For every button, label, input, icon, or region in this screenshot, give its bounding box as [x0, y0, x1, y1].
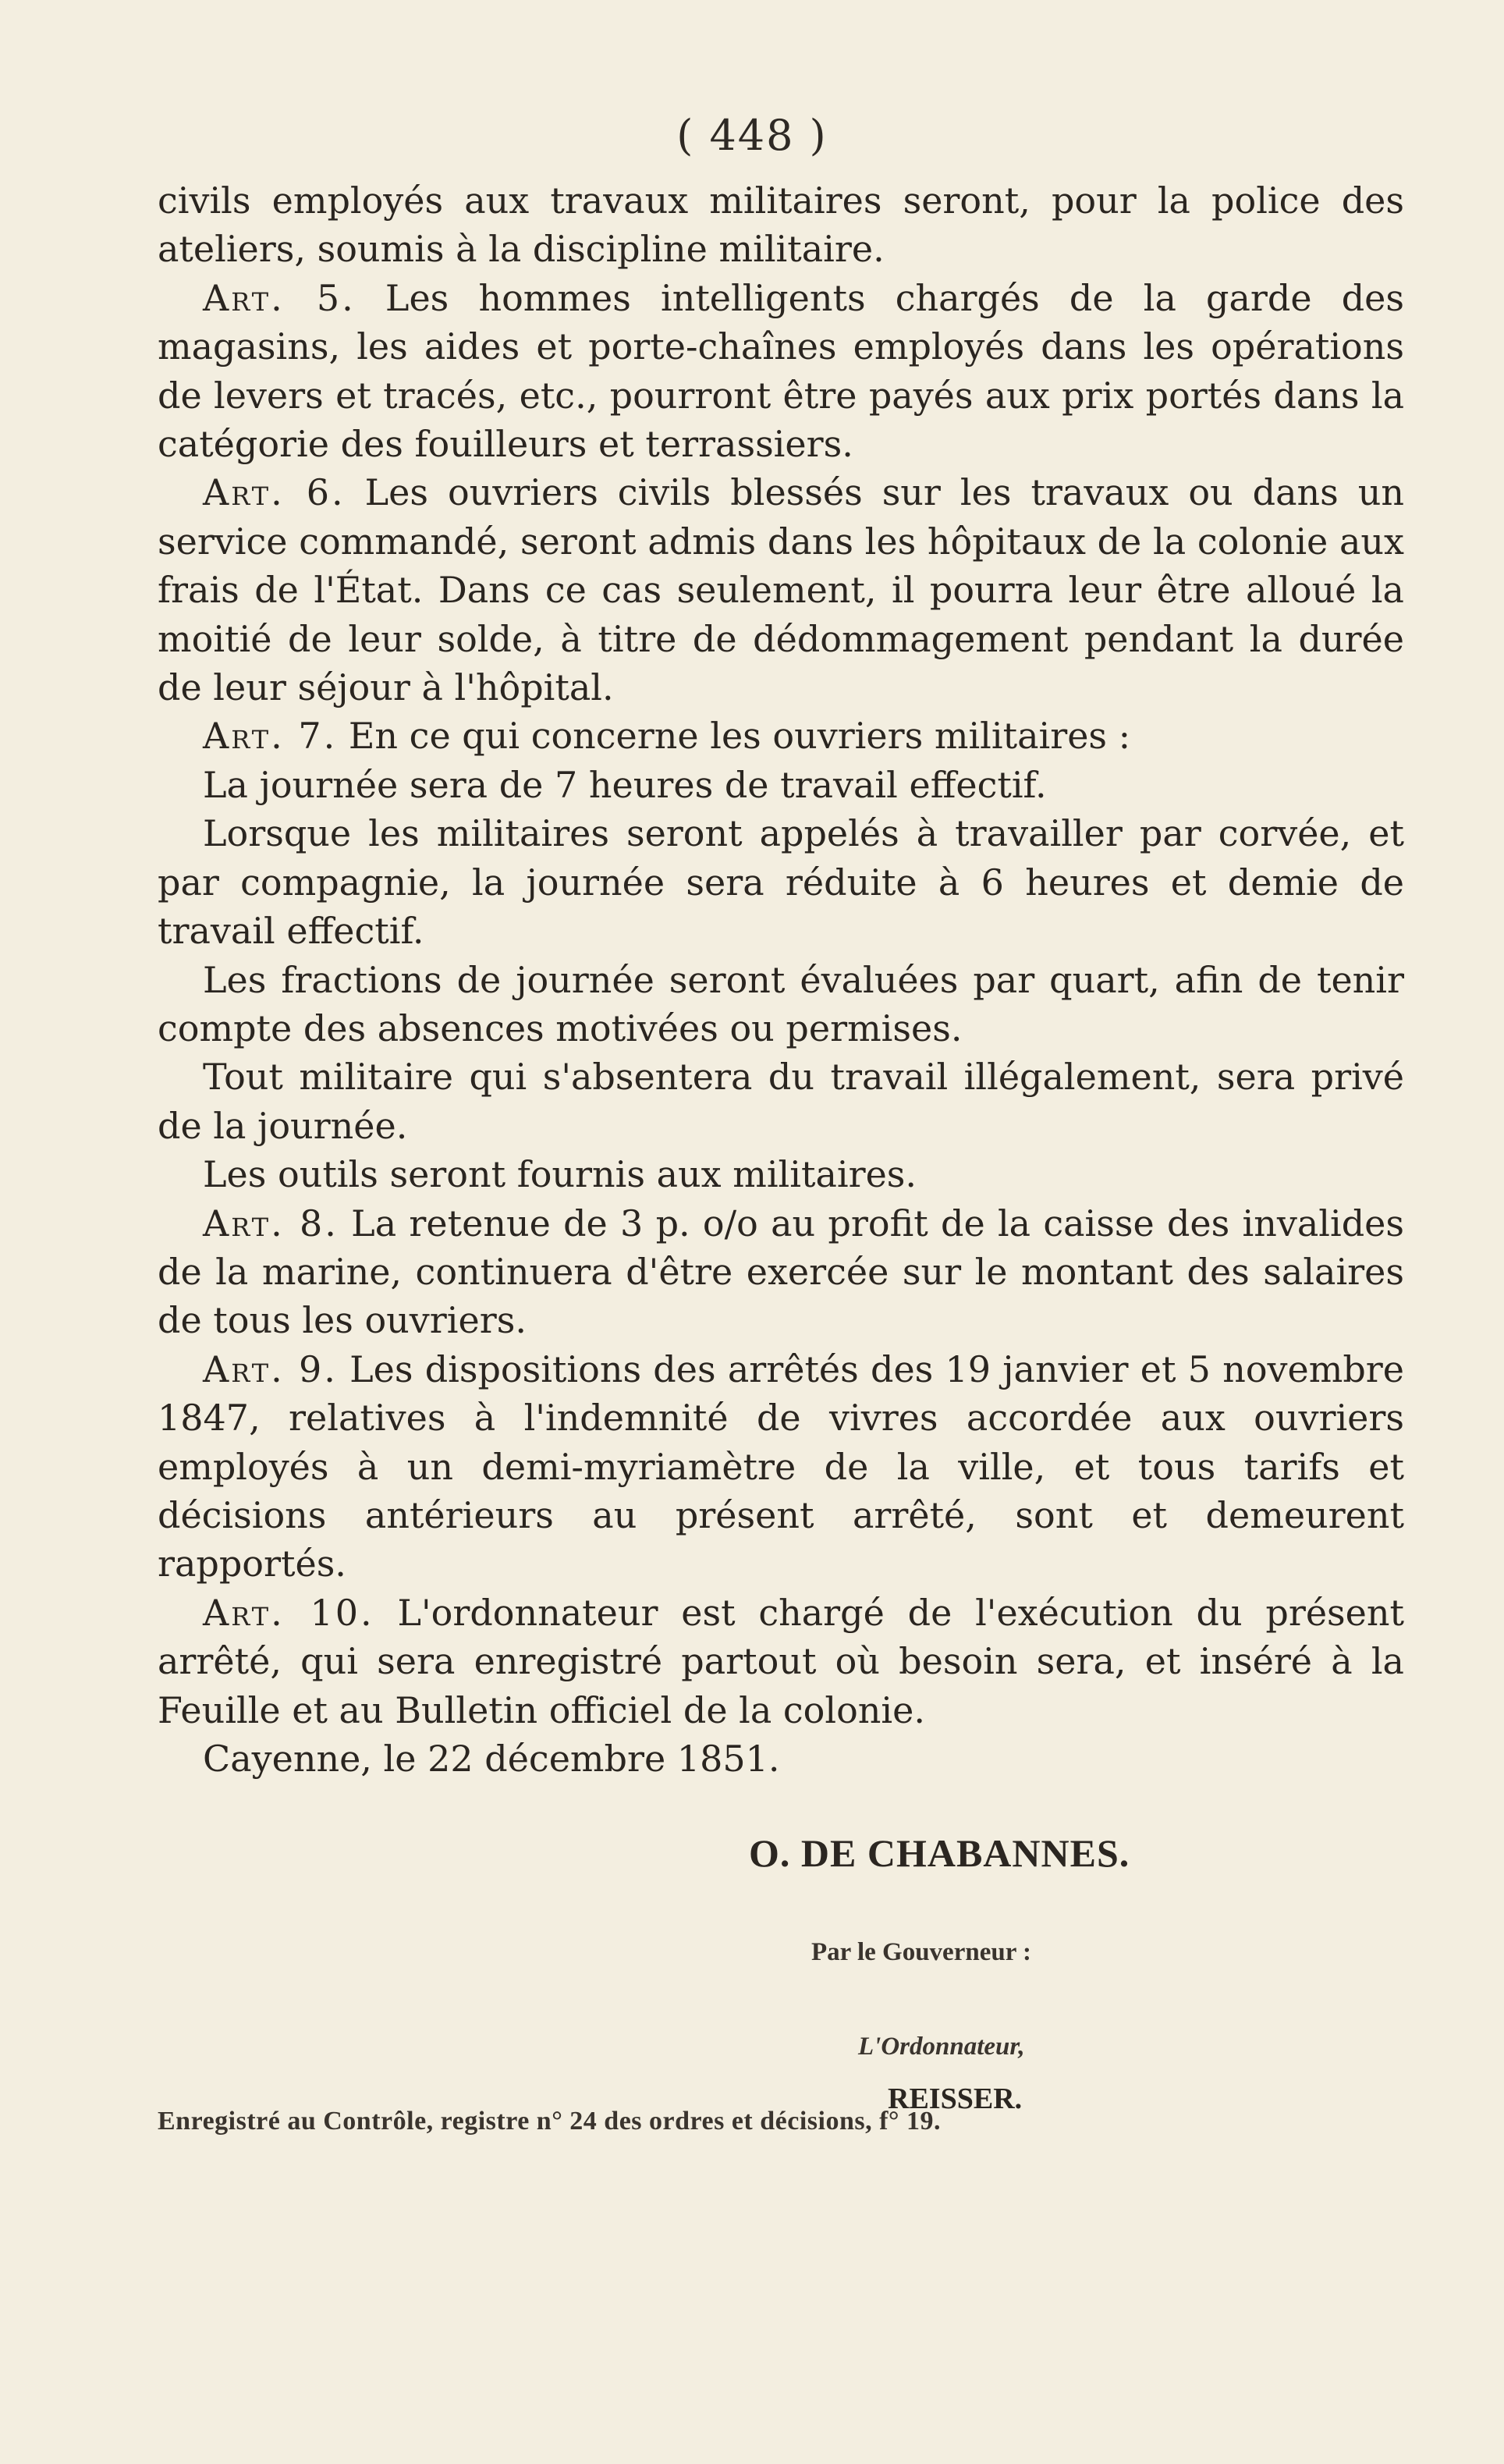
article-label: Art. 8. — [203, 1202, 339, 1244]
article-label: Art. 6. — [203, 471, 346, 514]
paragraph — [158, 761, 1404, 809]
signature-block — [0, 1830, 1504, 2116]
paragraph — [158, 468, 1404, 712]
paragraph — [158, 274, 1404, 469]
paragraph-text: civils employés aux travaux militaires seront, pour la police des ateliers, soumis à la discipline militaire. — [158, 179, 1404, 271]
paragraph — [158, 956, 1404, 1053]
page-number: ( 448 ) — [676, 111, 828, 160]
paragraph-text: L'ordonnateur est chargé de l'exécution du présent arrêté, qui sera enregistré partout où besoin sera, et inséré à la Feuille et au Bulletin officiel de la colonie. — [158, 1591, 1404, 1731]
countersignatory-name: REISSER. — [888, 2082, 1023, 2115]
paragraph — [158, 1150, 1404, 1198]
paragraph-text: Les fractions de journée seront évaluées par quart, afin de tenir compte des absences motivées ou permises. — [158, 958, 1404, 1049]
paragraph-text: Lorsque les militaires seront appelés à travailler par corvée, et par compagnie, la journée sera réduite à 6 heures et demie de travail effectif. — [158, 812, 1404, 953]
paragraph — [158, 1589, 1404, 1734]
signatory-name: O. DE CHABANNES. — [749, 1831, 1130, 1875]
paragraph-text: Tout militaire qui s'absentera du travail illégalement, sera privé de la journée. — [158, 1056, 1404, 1147]
article-label: Art. 7. — [203, 715, 338, 758]
paragraph — [158, 1345, 1404, 1589]
paragraph-list — [158, 176, 1404, 1734]
paragraph — [158, 1053, 1404, 1150]
paragraph-text: Les hommes intelligents chargés de la garde des magasins, les aides et porte-chaînes employés dans les opérations de levers et tracés, etc., pourront être payés aux prix portés dans la catégorie des fouilleurs et terrassiers. — [158, 276, 1404, 466]
paragraph-text: Les dispositions des arrêtés des 19 janvier et 5 novembre 1847, relatives à l'indemnité de vivres accordée aux ouvriers employés à un demi-myriamètre de la ville, et tous tarifs et décisions antérieurs au présent arrêté, sont et demeurent rapportés. — [158, 1347, 1404, 1585]
paragraph — [158, 809, 1404, 955]
paragraph — [158, 1199, 1404, 1345]
paragraph-text: Les ouvriers civils blessés sur les travaux ou dans un service commandé, seront admis dans les hôpitaux de la colonie aux frais de l'État. Dans ce cas seulement, il pourra leur être alloué la moitié de leur solde, à titre de dédommagement pendant la durée de leur séjour à l'hôpital. — [158, 471, 1404, 709]
article-label: Art. 10. — [203, 1591, 374, 1634]
paragraph-text: En ce qui concerne les ouvriers militaires : — [337, 715, 1131, 758]
paragraph — [158, 176, 1404, 274]
article-label: Art. 9. — [203, 1347, 338, 1390]
paragraph-text: Les outils seront fournis aux militaires. — [203, 1153, 917, 1196]
paragraph-text: La retenue de 3 p. o/o au profit de la caisse des invalides de la marine, continuera d'être exercée sur le montant des salaires de tous les ouvriers. — [158, 1202, 1404, 1342]
paragraph-text: La journée sera de 7 heures de travail effectif. — [203, 763, 1047, 806]
paragraph — [158, 712, 1404, 760]
registration-note: Enregistré au Contrôle, registre n° 24 des ordres et décisions, f° 19. — [158, 2107, 942, 2136]
article-label: Art. 5. — [203, 276, 356, 319]
signatory-by-line: Par le Gouverneur : — [811, 1938, 1031, 1966]
body-text — [158, 176, 1404, 1783]
signatory-role: L'Ordonnateur, — [858, 2033, 1025, 2061]
date-line: Cayenne, le 22 décembre 1851. — [203, 1738, 780, 1780]
